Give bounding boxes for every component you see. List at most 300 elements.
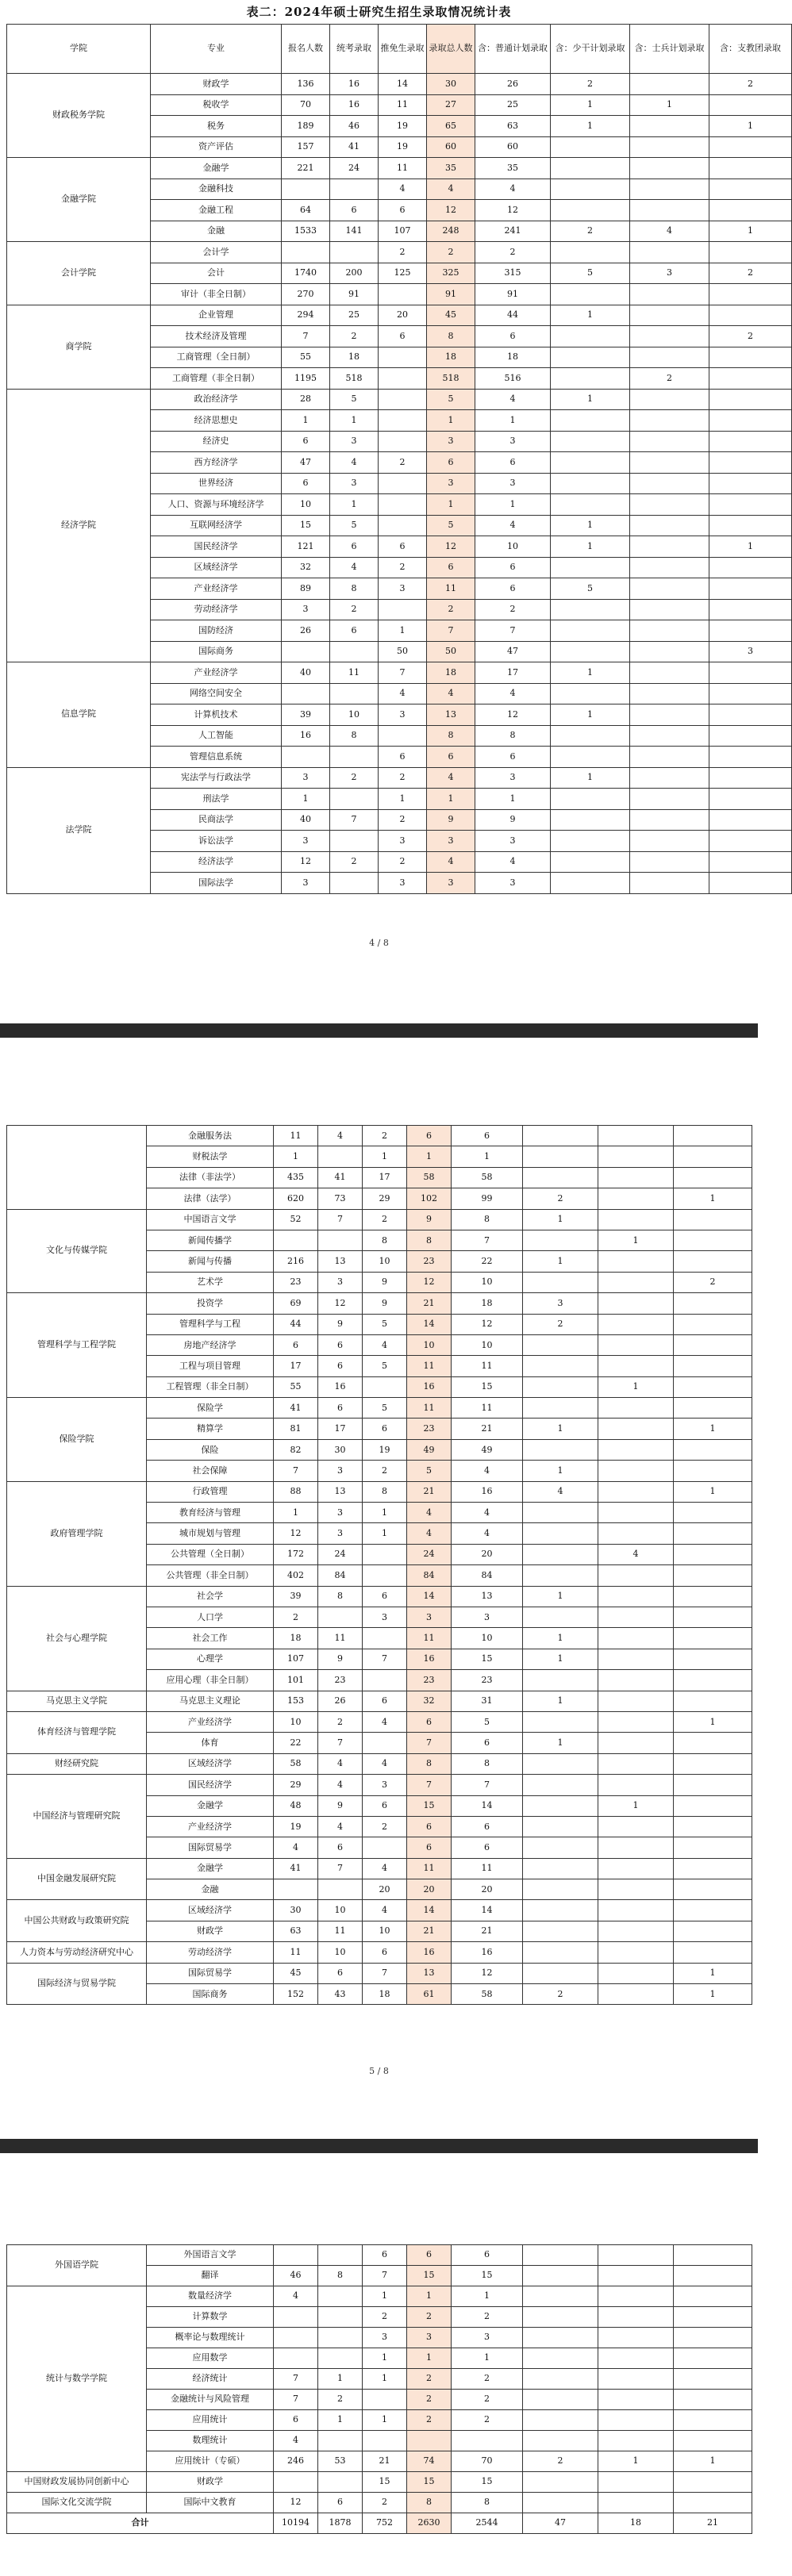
minority-plan-cell: 2 bbox=[523, 1188, 598, 1209]
volunteer-plan-cell bbox=[674, 1146, 752, 1167]
major-cell: 金融学 bbox=[151, 158, 282, 179]
soldier-plan-cell bbox=[598, 2493, 674, 2513]
college-cell: 统计与数学学院 bbox=[7, 2286, 147, 2472]
major-cell: 中国语言文学 bbox=[147, 1209, 274, 1230]
exam-admit-cell: 8 bbox=[318, 2266, 363, 2286]
minority-plan-cell bbox=[551, 557, 630, 578]
applicants-cell: 88 bbox=[274, 1481, 318, 1502]
regular-plan-cell: 6 bbox=[475, 578, 551, 600]
header-applicants: 报名人数 bbox=[282, 25, 330, 74]
exempt-admit-cell bbox=[379, 410, 427, 432]
volunteer-plan-cell bbox=[674, 1523, 752, 1544]
major-cell: 概率论与数理统计 bbox=[147, 2328, 274, 2348]
regular-plan-total: 2544 bbox=[452, 2513, 523, 2534]
total-admit-cell: 14 bbox=[407, 1900, 452, 1921]
major-cell: 企业管理 bbox=[151, 305, 282, 326]
exam-admit-cell: 24 bbox=[330, 158, 379, 179]
soldier-plan-cell bbox=[598, 2348, 674, 2369]
soldier-plan-cell bbox=[598, 1628, 674, 1649]
exam-admit-cell: 2 bbox=[318, 2390, 363, 2410]
total-admit-cell: 6 bbox=[427, 452, 475, 474]
major-cell: 西方经济学 bbox=[151, 452, 282, 474]
soldier-plan-cell bbox=[598, 1419, 674, 1439]
soldier-plan-cell: 1 bbox=[598, 1376, 674, 1397]
exempt-admit-cell: 1 bbox=[363, 1146, 407, 1167]
major-cell: 社会学 bbox=[147, 1586, 274, 1607]
applicants-cell bbox=[274, 2328, 318, 2348]
table-row bbox=[7, 1963, 752, 1983]
total-admit-cell: 10 bbox=[407, 1334, 452, 1355]
regular-plan-cell: 11 bbox=[452, 1356, 523, 1376]
table-row bbox=[7, 1481, 752, 1502]
table-sheet-3 bbox=[6, 2244, 752, 2534]
exempt-admit-cell: 3 bbox=[363, 2328, 407, 2348]
minority-plan-cell bbox=[523, 1711, 598, 1732]
major-cell: 城市规划与管理 bbox=[147, 1523, 274, 1544]
exam-admit-cell: 30 bbox=[318, 1439, 363, 1460]
total-admit-cell: 325 bbox=[427, 263, 475, 284]
soldier-plan-cell bbox=[598, 1126, 674, 1146]
soldier-plan-cell bbox=[598, 1272, 674, 1292]
total-row bbox=[7, 2513, 752, 2534]
soldier-plan-cell bbox=[630, 200, 709, 221]
applicants-cell: 12 bbox=[274, 2493, 318, 2513]
exam-admit-cell: 25 bbox=[330, 305, 379, 326]
total-admit-cell: 4 bbox=[427, 179, 475, 200]
regular-plan-cell: 60 bbox=[475, 136, 551, 158]
applicants-cell: 3 bbox=[282, 873, 330, 894]
total-admit-cell: 12 bbox=[427, 536, 475, 558]
regular-plan-cell: 22 bbox=[452, 1251, 523, 1272]
minority-plan-cell: 1 bbox=[551, 389, 630, 410]
major-cell: 金融服务法 bbox=[147, 1126, 274, 1146]
minority-plan-cell bbox=[523, 2266, 598, 2286]
volunteer-plan-cell bbox=[709, 620, 792, 642]
major-cell: 金融工程 bbox=[151, 200, 282, 221]
soldier-plan-cell: 4 bbox=[630, 221, 709, 242]
applicants-cell: 16 bbox=[282, 725, 330, 747]
exempt-admit-cell: 2 bbox=[363, 1126, 407, 1146]
exempt-admit-cell: 11 bbox=[379, 94, 427, 116]
major-cell: 管理科学与工程 bbox=[147, 1314, 274, 1334]
regular-plan-cell: 16 bbox=[452, 1481, 523, 1502]
minority-plan-cell bbox=[523, 2369, 598, 2390]
minority-plan-cell bbox=[551, 725, 630, 747]
regular-plan-cell: 47 bbox=[475, 641, 551, 662]
regular-plan-cell: 15 bbox=[452, 2472, 523, 2493]
exam-admit-cell bbox=[318, 2348, 363, 2369]
total-admit-cell: 8 bbox=[407, 2493, 452, 2513]
total-admit-cell: 27 bbox=[427, 94, 475, 116]
header-volunteer-plan: 含：支教团录取 bbox=[709, 25, 792, 74]
soldier-plan-cell bbox=[598, 1607, 674, 1627]
applicants-total: 10194 bbox=[274, 2513, 318, 2534]
header-exempt-admit: 推免生录取 bbox=[379, 25, 427, 74]
regular-plan-cell: 8 bbox=[452, 1753, 523, 1774]
major-cell: 财政学 bbox=[147, 1921, 274, 1941]
table-row bbox=[7, 1691, 752, 1711]
exempt-admit-cell: 3 bbox=[379, 704, 427, 726]
major-cell: 经济史 bbox=[151, 431, 282, 452]
table-row bbox=[7, 1126, 752, 1146]
regular-plan-cell: 4 bbox=[452, 1461, 523, 1481]
volunteer-plan-cell bbox=[709, 515, 792, 536]
minority-plan-cell bbox=[523, 1816, 598, 1837]
total-admit-cell: 32 bbox=[407, 1691, 452, 1711]
soldier-plan-cell bbox=[598, 1691, 674, 1711]
major-cell: 税务 bbox=[151, 116, 282, 137]
volunteer-plan-cell bbox=[709, 494, 792, 516]
total-admit-cell: 65 bbox=[427, 116, 475, 137]
exempt-admit-cell: 14 bbox=[379, 74, 427, 95]
major-cell: 投资学 bbox=[147, 1293, 274, 1314]
volunteer-plan-cell bbox=[674, 1461, 752, 1481]
exam-admit-cell: 3 bbox=[318, 1503, 363, 1523]
regular-plan-cell: 70 bbox=[452, 2451, 523, 2472]
applicants-cell bbox=[282, 179, 330, 200]
regular-plan-cell: 7 bbox=[452, 1775, 523, 1795]
minority-plan-cell bbox=[523, 2493, 598, 2513]
exam-admit-cell: 4 bbox=[330, 452, 379, 474]
soldier-plan-cell bbox=[630, 747, 709, 768]
applicants-cell: 22 bbox=[274, 1733, 318, 1753]
applicants-cell: 10 bbox=[274, 1711, 318, 1732]
exempt-admit-cell: 5 bbox=[363, 1314, 407, 1334]
applicants-cell: 1195 bbox=[282, 368, 330, 390]
applicants-cell: 6 bbox=[282, 473, 330, 494]
regular-plan-cell: 23 bbox=[452, 1670, 523, 1691]
regular-plan-cell: 63 bbox=[475, 116, 551, 137]
exempt-admit-cell bbox=[363, 1670, 407, 1691]
regular-plan-cell: 4 bbox=[475, 515, 551, 536]
regular-plan-cell: 10 bbox=[452, 1334, 523, 1355]
exempt-admit-cell: 15 bbox=[363, 2472, 407, 2493]
exam-admit-cell: 1 bbox=[330, 494, 379, 516]
applicants-cell bbox=[274, 2307, 318, 2328]
college-cell: 中国经济与管理研究院 bbox=[7, 1775, 147, 1859]
exam-admit-cell: 6 bbox=[330, 536, 379, 558]
table-row bbox=[7, 1775, 752, 1795]
exempt-admit-cell: 19 bbox=[379, 136, 427, 158]
exam-admit-cell bbox=[330, 831, 379, 852]
exam-admit-cell: 9 bbox=[318, 1649, 363, 1669]
regular-plan-cell: 516 bbox=[475, 368, 551, 390]
minority-plan-cell bbox=[551, 368, 630, 390]
minority-plan-cell: 1 bbox=[551, 305, 630, 326]
college-cell: 经济学院 bbox=[7, 389, 151, 662]
volunteer-plan-cell bbox=[674, 1314, 752, 1334]
table-row bbox=[7, 1900, 752, 1921]
exam-admit-cell: 1 bbox=[330, 410, 379, 432]
regular-plan-cell: 1 bbox=[452, 1146, 523, 1167]
major-cell: 工商管理（全日制） bbox=[151, 347, 282, 368]
exam-admit-cell: 4 bbox=[330, 557, 379, 578]
exempt-admit-cell bbox=[379, 725, 427, 747]
soldier-plan-cell bbox=[630, 851, 709, 873]
regular-plan-cell: 20 bbox=[452, 1544, 523, 1564]
major-cell: 法律（非法学） bbox=[147, 1167, 274, 1188]
volunteer-plan-cell bbox=[674, 2369, 752, 2390]
exempt-admit-cell: 7 bbox=[363, 1649, 407, 1669]
major-cell: 区域经济学 bbox=[147, 1753, 274, 1774]
volunteer-plan-cell bbox=[674, 1607, 752, 1627]
regular-plan-cell: 7 bbox=[452, 1230, 523, 1250]
soldier-plan-cell bbox=[598, 1439, 674, 1460]
exam-admit-cell: 9 bbox=[318, 1314, 363, 1334]
soldier-plan-cell bbox=[598, 2328, 674, 2348]
total-admit-cell: 6 bbox=[427, 557, 475, 578]
applicants-cell: 15 bbox=[282, 515, 330, 536]
applicants-cell: 1 bbox=[274, 1503, 318, 1523]
regular-plan-cell: 18 bbox=[452, 1293, 523, 1314]
regular-plan-cell: 1 bbox=[452, 2348, 523, 2369]
exempt-admit-cell: 20 bbox=[363, 1879, 407, 1900]
soldier-plan-cell bbox=[598, 1816, 674, 1837]
minority-plan-cell bbox=[523, 1879, 598, 1900]
soldier-plan-cell bbox=[598, 1837, 674, 1858]
applicants-cell: 58 bbox=[274, 1753, 318, 1774]
total-admit-cell: 15 bbox=[407, 1795, 452, 1816]
minority-plan-cell bbox=[523, 1921, 598, 1941]
total-admit-cell: 5 bbox=[407, 1461, 452, 1481]
applicants-cell: 52 bbox=[274, 1209, 318, 1230]
exempt-admit-cell: 6 bbox=[363, 1691, 407, 1711]
total-admit-cell: 2 bbox=[427, 599, 475, 620]
regular-plan-cell: 35 bbox=[475, 158, 551, 179]
total-admit-cell: 2 bbox=[407, 2369, 452, 2390]
volunteer-plan-cell: 1 bbox=[674, 1711, 752, 1732]
exempt-admit-cell: 3 bbox=[379, 873, 427, 894]
major-cell: 工程与项目管理 bbox=[147, 1356, 274, 1376]
regular-plan-cell: 14 bbox=[452, 1900, 523, 1921]
regular-plan-cell: 3 bbox=[452, 1607, 523, 1627]
total-admit-cell: 6 bbox=[407, 1837, 452, 1858]
major-cell: 财税法学 bbox=[147, 1146, 274, 1167]
volunteer-plan-cell bbox=[709, 347, 792, 368]
exam-admit-cell: 11 bbox=[318, 1628, 363, 1649]
exempt-admit-cell bbox=[363, 1837, 407, 1858]
regular-plan-cell: 2 bbox=[452, 2390, 523, 2410]
minority-plan-cell bbox=[523, 1900, 598, 1921]
total-admit-cell: 35 bbox=[427, 158, 475, 179]
total-admit-cell: 1 bbox=[407, 1146, 452, 1167]
major-cell: 国际贸易学 bbox=[147, 1963, 274, 1983]
table-row bbox=[7, 767, 792, 789]
major-cell: 诉讼法学 bbox=[151, 831, 282, 852]
major-cell: 公共管理（全日制） bbox=[147, 1544, 274, 1564]
major-cell: 新闻传播学 bbox=[147, 1230, 274, 1250]
regular-plan-cell: 15 bbox=[452, 1649, 523, 1669]
total-admit-cell: 74 bbox=[407, 2451, 452, 2472]
college-cell: 金融学院 bbox=[7, 158, 151, 242]
minority-plan-cell: 2 bbox=[551, 221, 630, 242]
college-cell: 社会与心理学院 bbox=[7, 1586, 147, 1691]
total-admit-cell: 16 bbox=[407, 1942, 452, 1963]
applicants-cell bbox=[282, 747, 330, 768]
regular-plan-cell: 10 bbox=[452, 1272, 523, 1292]
applicants-cell: 63 bbox=[274, 1921, 318, 1941]
total-admit-cell: 7 bbox=[427, 620, 475, 642]
exempt-admit-cell: 2 bbox=[363, 1461, 407, 1481]
exempt-admit-cell: 11 bbox=[379, 158, 427, 179]
college-cell: 法学院 bbox=[7, 767, 151, 893]
volunteer-plan-cell: 1 bbox=[674, 1984, 752, 2005]
volunteer-plan-cell bbox=[709, 158, 792, 179]
volunteer-plan-cell bbox=[709, 452, 792, 474]
volunteer-plan-cell bbox=[709, 284, 792, 305]
college-cell bbox=[7, 1126, 147, 1210]
applicants-cell bbox=[282, 242, 330, 263]
applicants-cell: 157 bbox=[282, 136, 330, 158]
soldier-plan-cell bbox=[630, 179, 709, 200]
applicants-cell: 12 bbox=[274, 1523, 318, 1544]
volunteer-plan-cell bbox=[709, 851, 792, 873]
regular-plan-cell: 2 bbox=[452, 2410, 523, 2431]
exempt-admit-cell: 17 bbox=[363, 1167, 407, 1188]
exempt-admit-cell: 1 bbox=[363, 2286, 407, 2307]
regular-plan-cell bbox=[452, 2431, 523, 2451]
college-cell: 管理科学与工程学院 bbox=[7, 1293, 147, 1398]
table-row bbox=[7, 1753, 752, 1774]
exempt-admit-cell bbox=[379, 473, 427, 494]
regular-plan-cell: 4 bbox=[475, 851, 551, 873]
minority-plan-cell bbox=[523, 1670, 598, 1691]
table-row bbox=[7, 1293, 752, 1314]
header-soldier-plan: 含：士兵计划录取 bbox=[630, 25, 709, 74]
header-minority-plan: 含：少干计划录取 bbox=[551, 25, 630, 74]
major-cell: 政治经济学 bbox=[151, 389, 282, 410]
total-admit-cell bbox=[407, 2431, 452, 2451]
regular-plan-cell: 12 bbox=[475, 704, 551, 726]
total-admit-cell: 24 bbox=[407, 1544, 452, 1564]
minority-plan-cell bbox=[551, 641, 630, 662]
volunteer-plan-cell bbox=[674, 1334, 752, 1355]
minority-plan-cell bbox=[523, 1607, 598, 1627]
minority-plan-cell bbox=[551, 200, 630, 221]
exam-admit-cell: 4 bbox=[318, 1126, 363, 1146]
minority-plan-cell bbox=[551, 831, 630, 852]
exam-admit-cell bbox=[330, 179, 379, 200]
volunteer-plan-cell bbox=[709, 683, 792, 704]
regular-plan-cell: 6 bbox=[475, 557, 551, 578]
applicants-cell: 172 bbox=[274, 1544, 318, 1564]
minority-plan-cell bbox=[523, 1439, 598, 1460]
soldier-plan-cell: 3 bbox=[630, 263, 709, 284]
college-cell: 商学院 bbox=[7, 305, 151, 389]
minority-plan-cell bbox=[523, 1523, 598, 1544]
minority-plan-cell bbox=[523, 2328, 598, 2348]
volunteer-plan-cell bbox=[674, 1837, 752, 1858]
total-admit-cell: 91 bbox=[427, 284, 475, 305]
total-admit-cell: 21 bbox=[407, 1921, 452, 1941]
total-admit-cell: 11 bbox=[407, 1398, 452, 1419]
major-cell: 资产评估 bbox=[151, 136, 282, 158]
soldier-plan-cell bbox=[598, 1586, 674, 1607]
total-admit-cell: 16 bbox=[407, 1376, 452, 1397]
major-cell: 计算机技术 bbox=[151, 704, 282, 726]
regular-plan-cell: 91 bbox=[475, 284, 551, 305]
total-admit-cell: 23 bbox=[407, 1251, 452, 1272]
exam-admit-cell: 6 bbox=[318, 1356, 363, 1376]
regular-plan-cell: 6 bbox=[475, 747, 551, 768]
exam-admit-cell bbox=[318, 1879, 363, 1900]
minority-plan-cell bbox=[523, 1942, 598, 1963]
soldier-plan-cell bbox=[598, 1356, 674, 1376]
total-admit-cell: 13 bbox=[407, 1963, 452, 1983]
table-row bbox=[7, 305, 792, 326]
major-cell: 金融 bbox=[151, 221, 282, 242]
minority-plan-cell bbox=[523, 2431, 598, 2451]
exam-admit-cell: 9 bbox=[318, 1795, 363, 1816]
major-cell: 劳动经济学 bbox=[147, 1942, 274, 1963]
total-admit-cell: 14 bbox=[407, 1314, 452, 1334]
soldier-plan-cell bbox=[598, 1398, 674, 1419]
page-5 bbox=[0, 1038, 758, 2139]
applicants-cell: 18 bbox=[274, 1628, 318, 1649]
major-cell: 金融学 bbox=[147, 1858, 274, 1879]
total-admit-cell: 60 bbox=[427, 136, 475, 158]
volunteer-plan-cell bbox=[674, 1544, 752, 1564]
applicants-cell: 17 bbox=[274, 1356, 318, 1376]
minority-plan-cell bbox=[523, 2245, 598, 2266]
exam-admit-cell: 2 bbox=[330, 851, 379, 873]
soldier-plan-cell bbox=[630, 725, 709, 747]
applicants-cell: 6 bbox=[282, 431, 330, 452]
total-admit-cell: 3 bbox=[427, 873, 475, 894]
regular-plan-cell: 3 bbox=[475, 473, 551, 494]
minority-plan-cell bbox=[523, 1376, 598, 1397]
major-cell: 刑法学 bbox=[151, 789, 282, 810]
minority-plan-total: 47 bbox=[523, 2513, 598, 2534]
major-cell: 财政学 bbox=[151, 74, 282, 95]
volunteer-plan-cell: 1 bbox=[709, 536, 792, 558]
total-admit-cell: 6 bbox=[407, 1816, 452, 1837]
minority-plan-cell bbox=[551, 809, 630, 831]
applicants-cell: 39 bbox=[282, 704, 330, 726]
exempt-admit-cell: 1 bbox=[379, 789, 427, 810]
exempt-admit-total: 752 bbox=[363, 2513, 407, 2534]
minority-plan-cell bbox=[523, 1837, 598, 1858]
volunteer-plan-cell bbox=[674, 1565, 752, 1586]
regular-plan-cell: 4 bbox=[475, 179, 551, 200]
volunteer-plan-cell: 1 bbox=[674, 2451, 752, 2472]
total-admit-cell: 518 bbox=[427, 368, 475, 390]
volunteer-plan-cell bbox=[674, 1439, 752, 1460]
minority-plan-cell: 4 bbox=[523, 1481, 598, 1502]
regular-plan-cell: 11 bbox=[452, 1398, 523, 1419]
regular-plan-cell: 4 bbox=[475, 389, 551, 410]
total-admit-total: 2630 bbox=[407, 2513, 452, 2534]
soldier-plan-cell bbox=[598, 1649, 674, 1669]
applicants-cell: 189 bbox=[282, 116, 330, 137]
major-cell: 工程管理（非全日制） bbox=[147, 1376, 274, 1397]
major-cell: 数量经济学 bbox=[147, 2286, 274, 2307]
exempt-admit-cell: 4 bbox=[363, 1334, 407, 1355]
exam-admit-cell: 11 bbox=[318, 1921, 363, 1941]
total-admit-cell: 16 bbox=[407, 1649, 452, 1669]
exempt-admit-cell: 1 bbox=[379, 620, 427, 642]
regular-plan-cell: 3 bbox=[475, 831, 551, 852]
volunteer-plan-cell bbox=[674, 2307, 752, 2328]
applicants-cell: 620 bbox=[274, 1188, 318, 1209]
exam-admit-cell: 5 bbox=[330, 389, 379, 410]
minority-plan-cell: 1 bbox=[523, 1733, 598, 1753]
applicants-cell: 107 bbox=[274, 1649, 318, 1669]
total-admit-cell: 58 bbox=[407, 1167, 452, 1188]
volunteer-plan-cell bbox=[674, 1921, 752, 1941]
volunteer-plan-cell: 1 bbox=[709, 221, 792, 242]
total-admit-cell: 20 bbox=[407, 1879, 452, 1900]
